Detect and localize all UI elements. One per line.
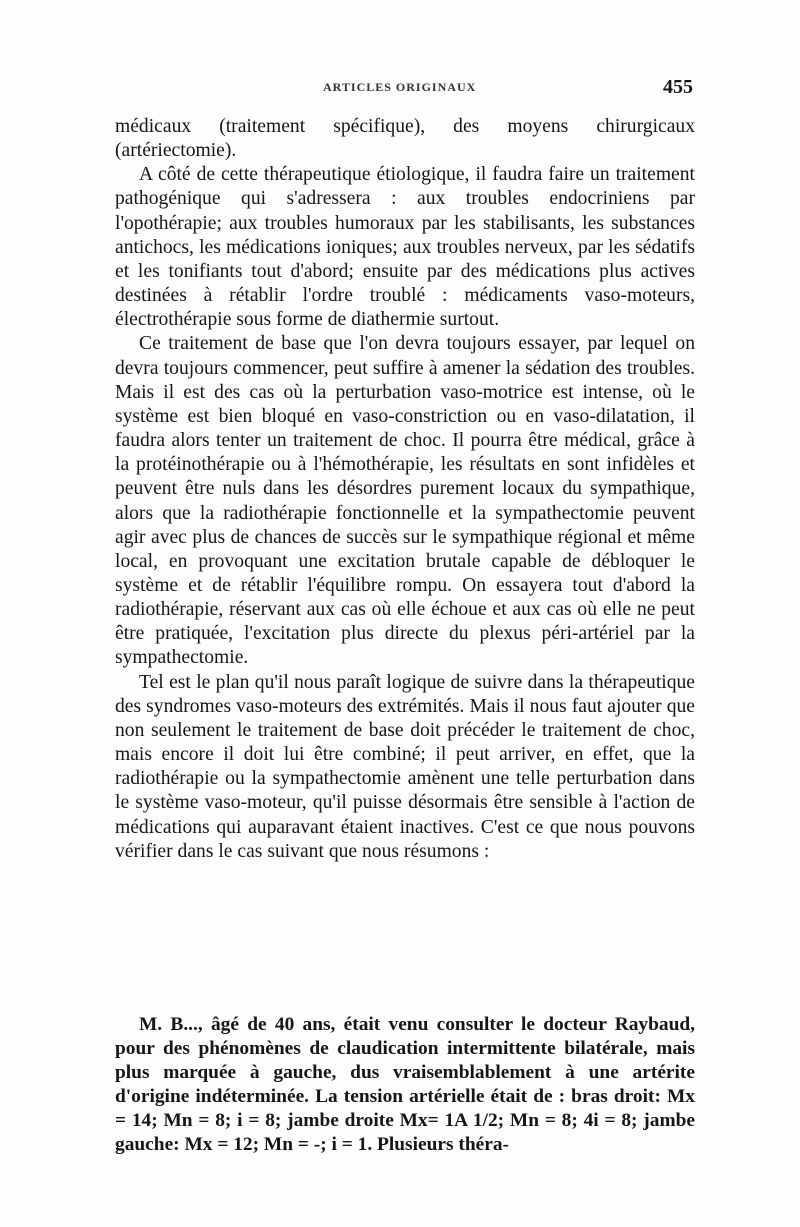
page-number: 455 xyxy=(663,76,693,98)
running-head: ARTICLES ORIGINAUX xyxy=(323,80,477,94)
paragraph-1: médicaux (traitement spécifique), des moyens chirurgicaux (artériectomie). xyxy=(115,116,695,162)
paragraph-4: Tel est le plan qu'il nous paraît logique de suivre dans la thérapeutique des syndromes vaso-moteurs des extrémités. Mais il nous faut ajouter que non seulement le traitement de base doit précéder le traitement de choc, mais encore il doit lui être combiné; il peut arriver, en effet, que la radiothérapie ou la sympathectomie amènent une telle perturbation dans le système vaso-moteur, qu'il puisse désormais être sensible à l'action de médications qui auparavant étaient inactives. C'est ce que nous pouvons vérifier dans le cas suivant que nous résumons : xyxy=(115,671,695,862)
paragraph-3: Ce traitement de base que l'on devra toujours essayer, par lequel on devra toujours commencer, peut suffire à amener la sédation des troubles. Mais il est des cas où la perturbation vaso-motrice est intense, où le système est bien bloqué en vaso-constriction ou en vaso-dilatation, il faudra alors tenter un traitement de choc. Il pourra être médical, grâce à la protéinothérapie ou à l'hémothérapie, les résultats en sont infidèles et peuvent être nuls dans les désordres purement locaux du sympathique, alors que la radiothérapie fonctionnelle et la sympathectomie peuvent agir avec plus de chances de succès sur le sympathique régional et même local, en provoquant une excitation brutale capable de débloquer le système et de rétablir l'équilibre rompu. On essayera tout d'abord la radiothérapie, réservant aux cas où elle échoue et aux cas où elle ne peut être pratiquée, l'excitation plus directe du plexus péri-artériel par la sympathectomie. xyxy=(115,333,695,669)
main-text xyxy=(115,115,695,864)
case-report xyxy=(115,1013,695,1157)
case-report-paragraph: M. B..., âgé de 40 ans, était venu consulter le docteur Raybaud, pour des phénomènes de claudication intermittente bilatérale, mais plus marquée à gauche, dus vraisemblablement à une artérite d'origine indéterminée. La tension artérielle était de : bras droit: Mx = 14; Mn = 8; i = 8; jambe droite Mx= 1A 1/2; Mn = 8; 4i = 8; jambe gauche: Mx = 12; Mn = -; i = 1. Plusieurs théra- xyxy=(115,1014,695,1155)
page-header xyxy=(115,76,693,104)
paragraph-2: A côté de cette thérapeutique étiologique, il faudra faire un traitement pathogénique qui s'adressera : aux troubles endocriniens par l'opothérapie; aux troubles humoraux par les stabilisants, les substances antichocs, les médications ioniques; aux troubles nerveux, par les sédatifs et les tonifiants tout d'abord; ensuite par des médications plus actives destinées à rétablir l'ordre troublé : médicaments vaso-moteurs, électrothérapie sous forme de diathermie surtout. xyxy=(115,164,695,331)
